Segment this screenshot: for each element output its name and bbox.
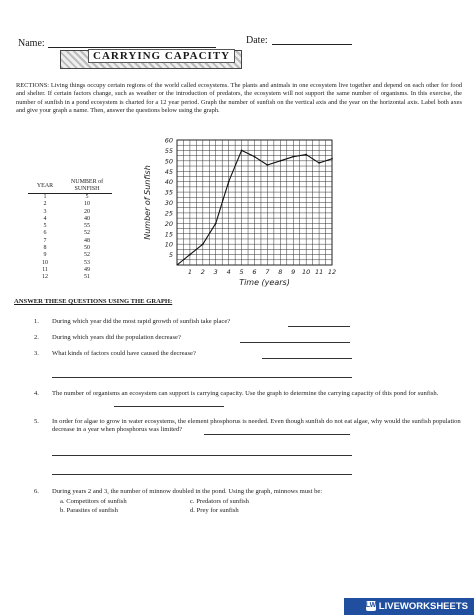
sunfish-header-line2: SUNFISH (74, 186, 100, 192)
y-tick-label: 50 (164, 157, 173, 166)
answer-line-3a[interactable] (262, 358, 352, 359)
table-row (28, 274, 112, 281)
data-point (279, 160, 281, 162)
date-line (272, 44, 352, 45)
option-a[interactable]: a. Competitors of sunfish (60, 498, 127, 505)
answer-line-3b[interactable] (52, 377, 352, 378)
liveworksheets-logo-icon: LW (365, 602, 377, 610)
y-tick-label: 55 (164, 146, 173, 155)
data-point (267, 164, 269, 166)
date-label: Date: (246, 35, 268, 46)
question-4-text: The number of organisms an ecosystem can support is carrying capacity. Use the graph to determine the carrying capacity of this pond for sunfish. (52, 390, 439, 397)
x-tick-label: 1 (187, 268, 192, 276)
y-tick-label: 5 (168, 251, 173, 260)
answer-line-1[interactable] (288, 326, 350, 327)
data-point (189, 254, 191, 256)
table-row (28, 267, 112, 274)
y-tick-label: 30 (164, 199, 173, 207)
answer-line-5a[interactable] (204, 434, 350, 435)
x-tick-label: 6 (252, 268, 257, 276)
count-cell: 40 (84, 215, 90, 222)
x-tick-label: 11 (314, 268, 324, 276)
count-cell: 48 (84, 237, 90, 244)
data-point (305, 154, 307, 156)
table-row (28, 230, 112, 237)
question-6-number: 6. (34, 488, 39, 495)
question-1-number: 1. (34, 318, 39, 325)
name-line (48, 47, 216, 48)
count-cell: 20 (84, 208, 90, 215)
section-heading: ANSWER THESE QUESTIONS USING THE GRAPH: (14, 298, 173, 305)
liveworksheets-brand: LIVEWORKSHEETS (378, 601, 468, 612)
year-cell: 9 (43, 252, 47, 259)
year-cell: 3 (43, 208, 47, 215)
year-cell: 10 (42, 259, 48, 266)
year-header: YEAR (28, 179, 62, 194)
sunfish-graph (130, 130, 350, 295)
answer-line-2[interactable] (240, 342, 350, 343)
option-d[interactable]: d. Prey for sunfish (190, 507, 239, 514)
sunfish-header-line1: NUMBER of (70, 179, 104, 185)
answer-line-5c[interactable] (52, 474, 352, 475)
option-c[interactable]: c. Predators of sunfish (190, 498, 249, 505)
option-b[interactable]: b. Parasites of sunfish (60, 507, 118, 514)
question-5-number: 5. (34, 418, 39, 425)
question-2-text: During which years did the population decrease? (52, 334, 181, 341)
table-row (28, 209, 112, 216)
data-table (28, 179, 112, 282)
table-row (28, 245, 112, 252)
y-tick-label: 35 (164, 188, 173, 197)
y-tick-label: 45 (164, 167, 173, 176)
x-axis-label: Time (years) (239, 278, 290, 287)
y-tick-label: 60 (164, 136, 173, 145)
data-point (241, 150, 243, 152)
year-cell: 12 (42, 274, 48, 281)
year-cell: 2 (43, 201, 47, 208)
y-axis-label: Number of Sunfish (143, 165, 152, 240)
y-tick-label: 25 (164, 209, 173, 218)
sunfish-header (62, 179, 112, 194)
name-label: Name: (18, 38, 45, 49)
table-row (28, 238, 112, 245)
y-tick-label: 20 (164, 219, 173, 228)
y-tick-label: 40 (164, 178, 173, 187)
year-cell: 4 (43, 215, 47, 222)
question-2-number: 2. (34, 334, 39, 341)
year-cell: 8 (43, 245, 47, 252)
count-cell: 10 (84, 201, 90, 208)
table-row (28, 252, 112, 259)
table-row (28, 260, 112, 267)
answer-line-5b[interactable] (52, 455, 352, 456)
question-3-text: What kinds of factors could have caused the decrease? (52, 350, 196, 357)
data-point (318, 162, 320, 164)
x-tick-label: 3 (213, 268, 218, 276)
x-tick-label: 7 (265, 268, 270, 276)
x-tick-label: 10 (302, 268, 311, 276)
question-4-number: 4. (34, 390, 39, 397)
x-tick-label: 12 (327, 268, 337, 276)
count-cell: 51 (84, 274, 90, 281)
data-point (292, 156, 294, 158)
data-point (202, 243, 204, 245)
count-cell: 50 (84, 245, 90, 252)
question-5-text: In order for algae to grow in water ecosystems, the element phosphorus is needed. Even though sunfish do not eat algae, why would the sunfish population decrease in a year when phosphorus was limited? (52, 418, 461, 433)
x-tick-label: 8 (278, 268, 283, 276)
data-point (215, 222, 217, 224)
data-point (331, 158, 333, 160)
y-tick-label: 10 (164, 240, 173, 249)
y-tick-label: 15 (164, 230, 173, 239)
question-1-text: During which year did the most rapid growth of sunfish take place? (52, 318, 231, 325)
count-cell: 5 (85, 194, 89, 200)
count-cell: 55 (84, 223, 90, 230)
year-cell: 6 (43, 230, 47, 237)
count-cell: 52 (84, 252, 90, 259)
year-cell: 5 (43, 223, 47, 230)
table-row (28, 223, 112, 230)
x-tick-label: 4 (226, 268, 231, 276)
table-row (28, 216, 112, 223)
year-cell: 11 (42, 266, 48, 273)
x-tick-label: 5 (239, 268, 244, 276)
count-cell: 49 (84, 266, 90, 273)
liveworksheets-badge[interactable] (344, 598, 474, 615)
question-6-text: During years 2 and 3, the number of minnow doubled in the pond. Using the graph, minnows must be: (52, 488, 323, 495)
year-cell: 1 (43, 194, 47, 200)
data-point (254, 156, 256, 158)
x-tick-label: 9 (291, 268, 296, 276)
page-title: CARRYING CAPACITY (88, 49, 235, 63)
x-tick-label: 2 (200, 268, 205, 276)
question-3-number: 3. (34, 350, 39, 357)
count-cell: 52 (84, 230, 90, 237)
directions-paragraph: RECTIONS: Living things occupy certain regions of the world called ecosystems. The plants and animals in one ecosystem live together and depend on each other for food and shelter. If certain factors change, such as weather or the introduction of predators, the ecosystem will not support the same number of organisms. In this exercise, the number of sunfish in a pond ecosystem is charted for a 12 year period. Graph the number of sunfish on the vertical axis and the year on the horizontal axis. Label both axes and give your graph a name. Then, answer the questions below using the graph. (16, 82, 462, 115)
data-point (228, 181, 230, 183)
year-cell: 7 (43, 237, 47, 244)
answer-line-4[interactable] (114, 406, 224, 407)
table-row (28, 194, 112, 202)
table-row (28, 201, 112, 208)
count-cell: 53 (84, 259, 90, 266)
